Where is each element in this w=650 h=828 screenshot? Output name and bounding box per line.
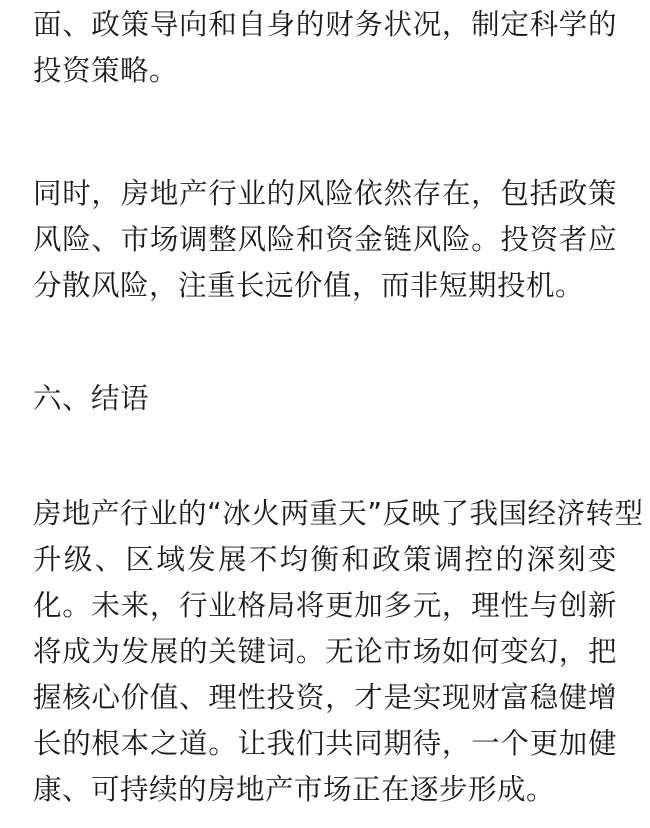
paragraph-line: 风险、市场调整风险和资金链风险。投资者应 xyxy=(33,223,617,256)
paragraph-line: 康、可持续的房地产市场正在逐步形成。 xyxy=(33,773,556,806)
paragraph-line: 房地产行业的“冰火两重天”反映了我国经济转型 xyxy=(33,497,644,530)
paragraph-line: 分散风险，注重长远价值，而非短期投机。 xyxy=(33,269,585,302)
paragraph-investment-strategy xyxy=(33,2,617,94)
paragraph-conclusion xyxy=(33,491,644,813)
paragraph-line: 升级、区域发展不均衡和政策调控的深刻变 xyxy=(33,543,617,576)
paragraph-line: 长的根本之道。让我们共同期待，一个更加健 xyxy=(33,727,617,760)
paragraph-line: 化。未来，行业格局将更加多元，理性与创新 xyxy=(33,589,617,622)
paragraph-line: 握核心价值、理性投资，才是实现财富稳健增 xyxy=(33,681,617,714)
section-heading xyxy=(33,376,149,422)
paragraph-line: 投资策略。 xyxy=(33,54,179,87)
paragraph-line: 同时，房地产行业的风险依然存在，包括政策 xyxy=(33,177,617,210)
paragraph-risks xyxy=(33,171,617,309)
section-heading-text: 六、结语 xyxy=(33,382,150,415)
paragraph-line: 面、政策导向和自身的财务状况，制定科学的 xyxy=(33,8,617,41)
paragraph-line: 将成为发展的关键词。无论市场如何变幻，把 xyxy=(33,635,617,668)
